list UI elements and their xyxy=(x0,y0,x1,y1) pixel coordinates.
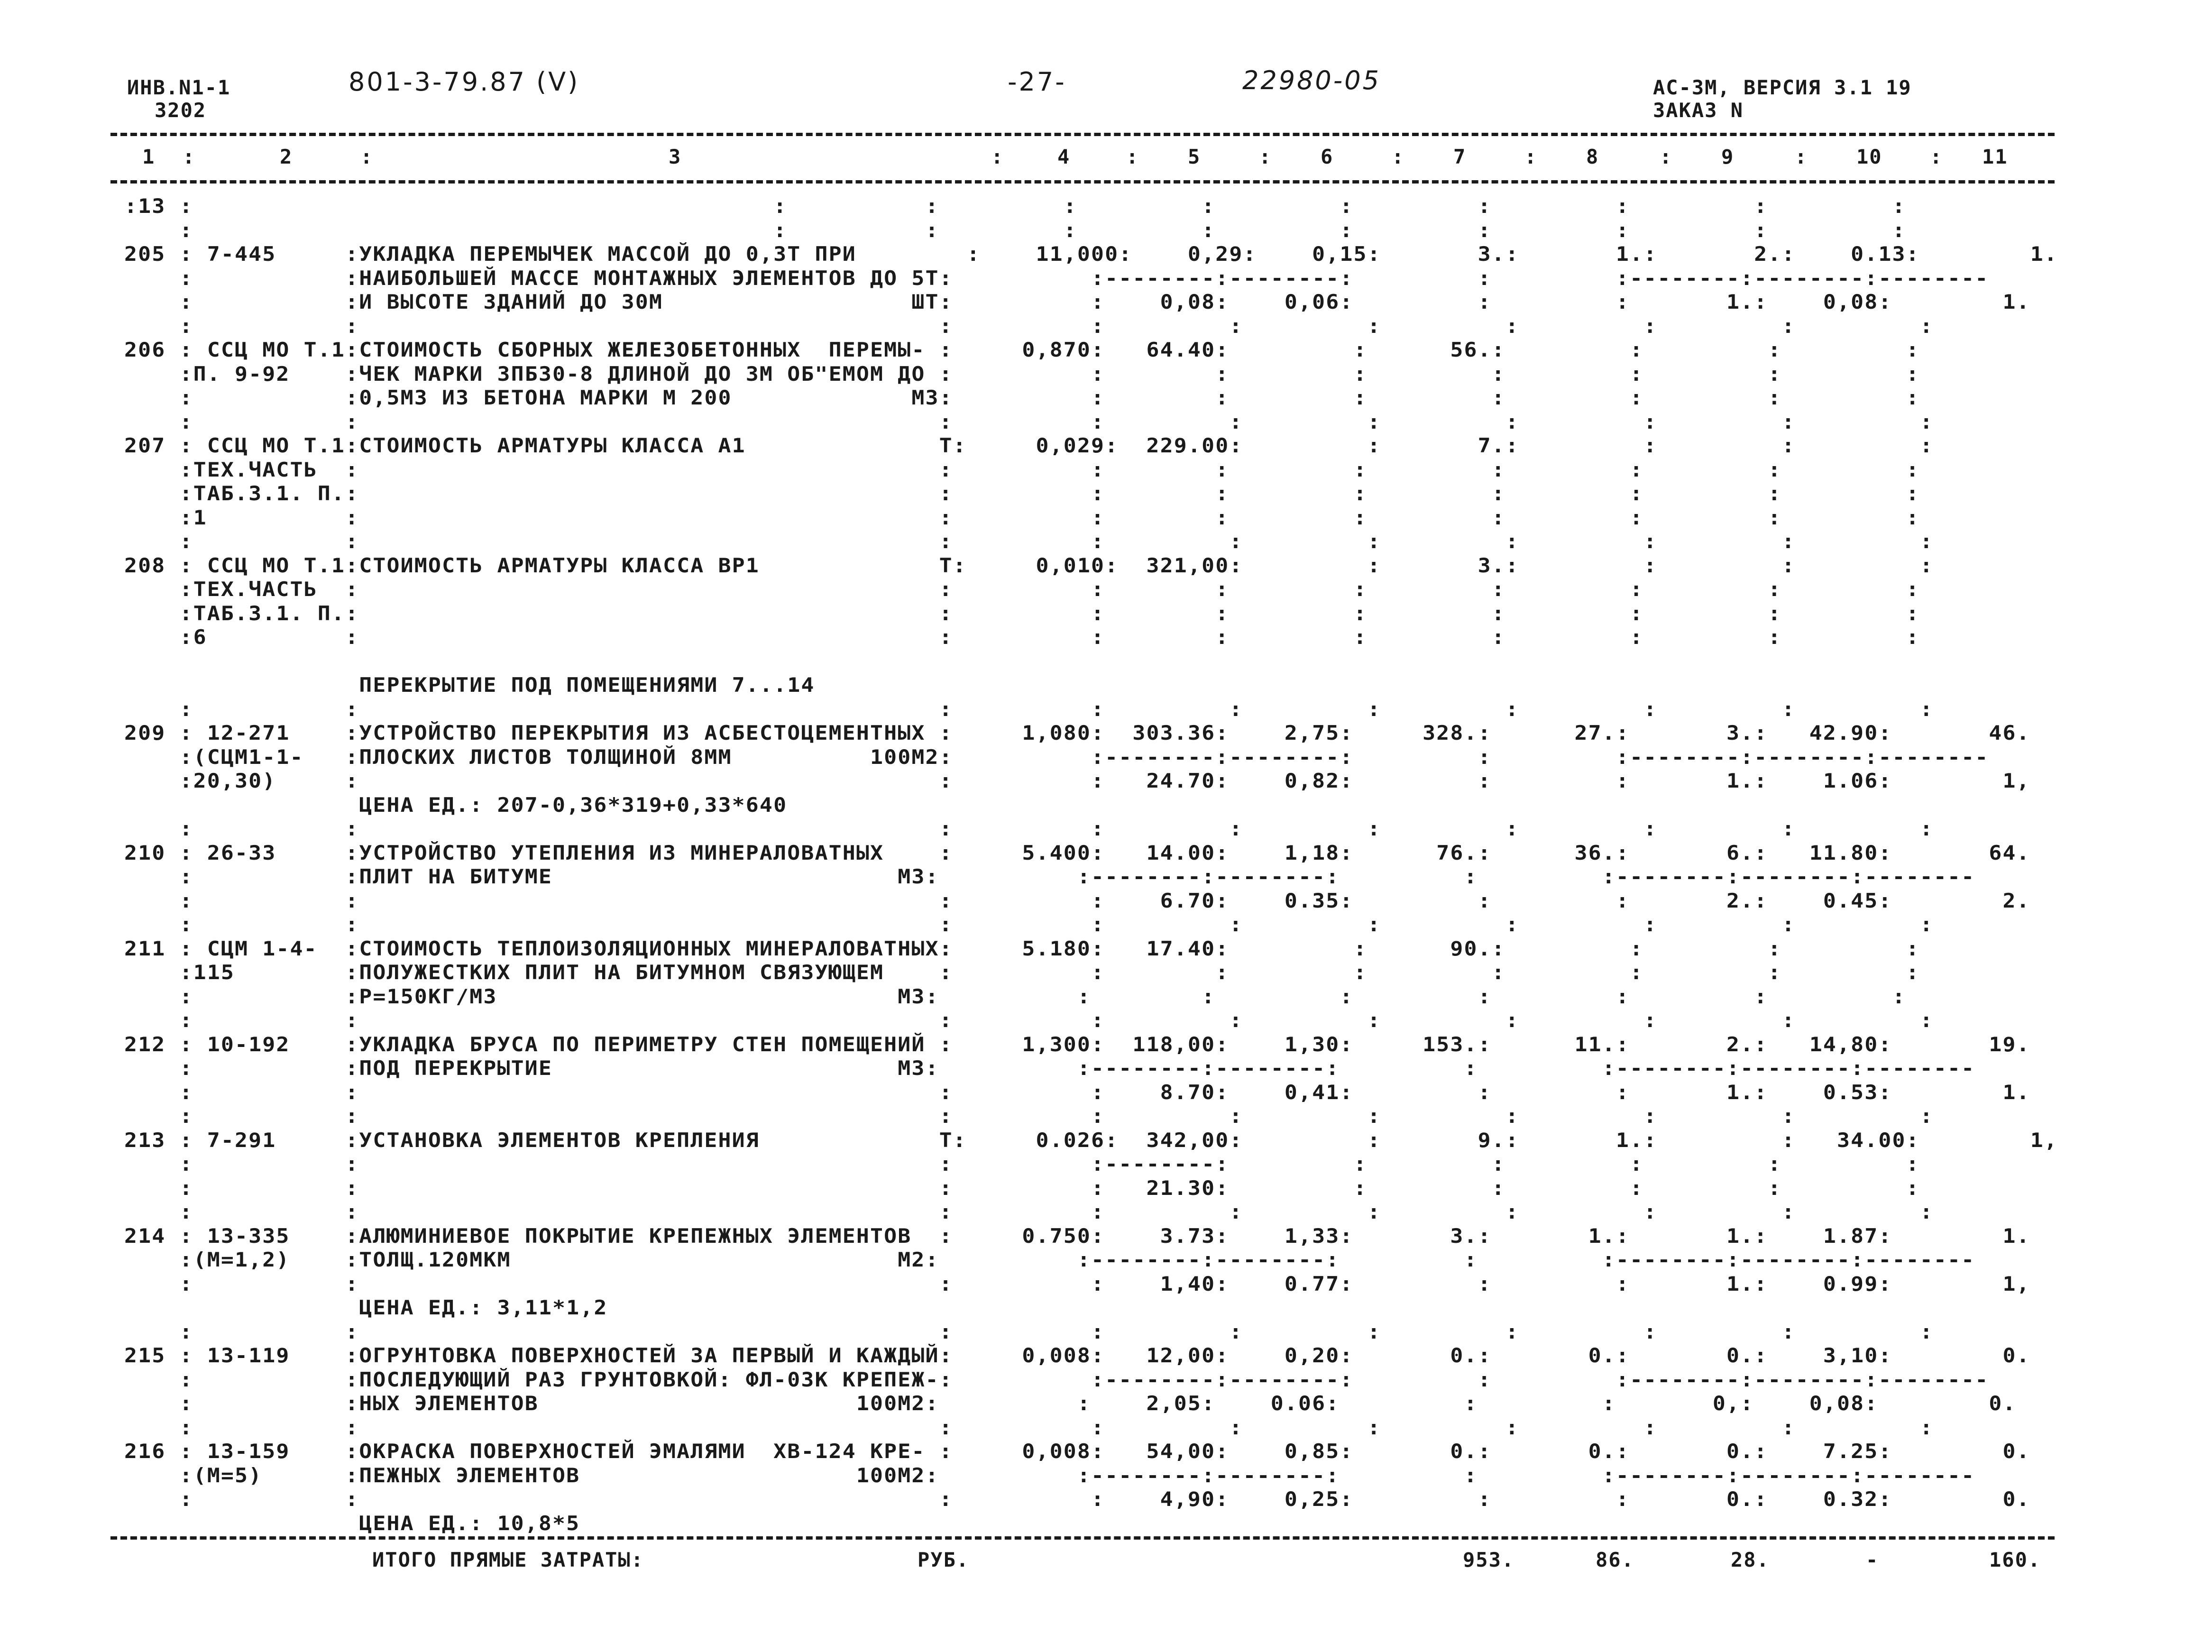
table-line: : :НЫХ ЭЛЕМЕНТОВ 100М2: : 2,05: 0.06: : : 0,: 0,08: 0. xyxy=(124,1392,2017,1415)
table-line: : : : : : : : : : : xyxy=(124,697,1934,721)
column-separator: : xyxy=(1126,145,1139,168)
table-line: : :ПОД ПЕРЕКРЫТИЕ М3: :--------:--------: : :--------:--------:-------- xyxy=(124,1056,1975,1080)
table-line: :13 : : : : : : : : : : xyxy=(124,194,1906,218)
page-number: -27- xyxy=(1008,67,1066,97)
table-line: : : : : : : : : : : xyxy=(124,314,1934,338)
column-number-4: 4 xyxy=(1057,145,1071,168)
table-line: :П. 9-92 :ЧЕК МАРКИ 3ПБ30-8 ДЛИНОЙ ДО 3М ОБ"ЕМОМ ДО : : : : : : : : xyxy=(124,362,1920,385)
total-label: ИТОГО ПРЯМЫЕ ЗАТРАТЫ: xyxy=(372,1548,644,1571)
table-line: : : : : : : : : : : xyxy=(124,913,1934,936)
table-line: 205 : 7-445 :УКЛАДКА ПЕРЕМЫЧЕК МАССОЙ ДО 0,3Т ПРИ : 11,000: 0,29: 0,15: 3.: 1.: 2.: 0.13: 1. xyxy=(124,242,2058,266)
table-line: : : : : : : : : : : xyxy=(124,1415,1934,1439)
program-version: АС-3М, ВЕРСИЯ 3.1 19 xyxy=(1653,76,1912,99)
column-separator: : xyxy=(991,145,1004,168)
table-line: 216 : 13-159 :ОКРАСКА ПОВЕРХНОСТЕЙ ЭМАЛЯМИ ХВ-124 КРЕ- : 0,008: 54,00: 0,85: 0.: 0.: 0.: 7.25: 0. xyxy=(124,1440,2030,1463)
table-line: 212 : 10-192 :УКЛАДКА БРУСА ПО ПЕРИМЕТРУ СТЕН ПОМЕЩЕНИЙ : 1,300: 118,00: 1,30: 153.: 11.: 2.: 14,80: 19. xyxy=(124,1032,2030,1056)
table-line: :(М=5) :ПЕЖНЫХ ЭЛЕМЕНТОВ 100М2: :--------:--------: : :--------:--------:-------- xyxy=(124,1463,1975,1487)
total-unit: РУБ. xyxy=(918,1548,970,1571)
table-line: : : : : 8.70: 0,41: : : 1.: 0.53: 1. xyxy=(124,1080,2030,1104)
table-line: ПЕРЕКРЫТИЕ ПОД ПОМЕЩЕНИЯМИ 7...14 xyxy=(124,673,815,697)
table-line: : : : : 1,40: 0.77: : : 1.: 0.99: 1, xyxy=(124,1272,2030,1295)
table-line: : :ПОСЛЕДУЮЩИЙ РАЗ ГРУНТОВКОЙ: ФЛ-03К КРЕПЕЖ-: :--------:--------: : :--------:--------:-------- xyxy=(124,1367,1989,1391)
column-number-5: 5 xyxy=(1188,145,1201,168)
column-separator: : xyxy=(1795,145,1808,168)
table-line: 214 : 13-335 :АЛЮМИНИЕВОЕ ПОКРЫТИЕ КРЕПЕЖНЫХ ЭЛЕМЕНТОВ : 0.750: 3.73: 1,33: 3.: 1.: 1.: 1.87: 1. xyxy=(124,1224,2030,1248)
table-line: 207 : ССЦ МО Т.1:СТОИМОСТЬ АРМАТУРЫ КЛАССА А1 Т: 0,029: 229.00: : 7.: : : : xyxy=(124,434,1934,457)
table-line: 209 : 12-271 :УСТРОЙСТВО ПЕРЕКРЫТИЯ ИЗ АСБЕСТОЦЕМЕНТНЫХ : 1,080: 303.36: 2,75: 328.: 27.: 3.: 42.90: 46. xyxy=(124,721,2030,744)
column-number-7: 7 xyxy=(1453,145,1467,168)
table-line: : : : : : : : : : : xyxy=(124,218,1906,242)
column-number-2: 2 xyxy=(280,145,293,168)
table-line: : : : : 4,90: 0,25: : : 0.: 0.32: 0. xyxy=(124,1487,2030,1511)
table-line: :6 : : : : : : : : : xyxy=(124,625,1920,649)
table-line: 208 : ССЦ МО Т.1:СТОИМОСТЬ АРМАТУРЫ КЛАССА ВР1 Т: 0,010: 321,00: : 3.: : : : xyxy=(124,553,1934,577)
table-line: 213 : 7-291 :УСТАНОВКА ЭЛЕМЕНТОВ КРЕПЛЕНИЯ Т: 0.026: 342,00: : 9.: 1.: : 34.00: 1, xyxy=(124,1128,2058,1152)
total-col7: 953. xyxy=(1463,1548,1515,1571)
table-line: 210 : 26-33 :УСТРОЙСТВО УТЕПЛЕНИЯ ИЗ МИНЕРАЛОВАТНЫХ : 5.400: 14.00: 1,18: 76.: 36.: 6.: 11.80: 64. xyxy=(124,841,2030,864)
table-line: :ТАБ.3.1. П.: : : : : : : : : xyxy=(124,601,1920,625)
table-line: 211 : СЦМ 1-4- :СТОИМОСТЬ ТЕПЛОИЗОЛЯЦИОННЫХ МИНЕРАЛОВАТНЫХ: 5.180: 17.40: : 90.: : : : xyxy=(124,936,1920,960)
table-line: ЦЕНА ЕД.: 207-0,36*319+0,33*640 xyxy=(124,793,788,817)
total-col8: 86. xyxy=(1596,1548,1634,1571)
table-line: ЦЕНА ЕД.: 10,8*5 xyxy=(124,1511,580,1535)
column-separator: : xyxy=(1930,145,1943,168)
table-line: ЦЕНА ЕД.: 3,11*1,2 xyxy=(124,1296,608,1319)
table-line: : : : : 6.70: 0.35: : : 2.: 0.45: 2. xyxy=(124,889,2030,912)
column-number-8: 8 xyxy=(1586,145,1599,168)
table-line: : :Р=150КГ/М3 М3: : : : : : : : xyxy=(124,984,1906,1008)
table-line: :115 :ПОЛУЖЕСТКИХ ПЛИТ НА БИТУМНОМ СВЯЗУЮЩЕМ : : : : : : : : xyxy=(124,961,1920,984)
inventory-label: ИНВ.N1-1 xyxy=(127,76,231,99)
column-separator: : xyxy=(1524,145,1538,168)
total-col11: 160. xyxy=(1989,1548,2041,1571)
inventory-number: 3202 xyxy=(155,99,207,122)
table-line: : : : : : : : : : : xyxy=(124,1104,1934,1128)
document-code: 801-3-79.87 (V) xyxy=(349,67,580,97)
table-line: :1 : : : : : : : : : xyxy=(124,505,1920,529)
column-separator: : xyxy=(1660,145,1673,168)
column-number-3: 3 xyxy=(669,145,682,168)
total-col9: 28. xyxy=(1731,1548,1770,1571)
table-line: : : : : : : : : : : xyxy=(124,1009,1934,1032)
column-separator: : xyxy=(360,145,374,168)
table-line: :(М=1,2) :ТОЛЩ.120МКМ М2: :--------:--------: : :--------:--------:-------- xyxy=(124,1248,1975,1271)
table-line: : :0,5М3 ИЗ БЕТОНА МАРКИ М 200 М3: : : : : : : : xyxy=(124,386,1920,409)
table-line: : : : : : : : : : : xyxy=(124,1200,1934,1223)
archive-number: 22980-05 xyxy=(1242,65,1381,95)
header-rule-top xyxy=(110,133,2055,136)
table-line: 206 : ССЦ МО Т.1:СТОИМОСТЬ СБОРНЫХ ЖЕЛЕЗОБЕТОННЫХ ПЕРЕМЫ- : 0,870: 64.40: : 56.: : : : xyxy=(124,338,1920,361)
table-line: : :ПЛИТ НА БИТУМЕ М3: :--------:--------: : :--------:--------:-------- xyxy=(124,865,1975,888)
column-separator: : xyxy=(1392,145,1405,168)
column-number-10: 10 xyxy=(1856,145,1882,168)
header-rule-bottom xyxy=(110,180,2055,184)
table-line: : :НАИБОЛЬШЕЙ МАССЕ МОНТАЖНЫХ ЭЛЕМЕНТОВ ДО 5Т: :--------:--------: : :--------:--------:-------- xyxy=(124,266,1989,290)
total-rule xyxy=(110,1536,2055,1540)
column-separator: : xyxy=(1259,145,1272,168)
table-line: 215 : 13-119 :ОГРУНТОВКА ПОВЕРХНОСТЕЙ ЗА ПЕРВЫЙ И КАЖДЫЙ: 0,008: 12,00: 0,20: 0.: 0.: 0.: 3,10: 0. xyxy=(124,1344,2030,1367)
table-line: : : : : : : : : : : xyxy=(124,1320,1934,1343)
order-label: ЗАКАЗ N xyxy=(1653,99,1744,122)
table-line: :ТЕХ.ЧАСТЬ : : : : : : : : : xyxy=(124,578,1920,601)
total-col10: - xyxy=(1866,1548,1879,1571)
table-line: : : : : : : : : : : xyxy=(124,530,1934,553)
table-line: :20,30) : : : 24.70: 0,82: : : 1.: 1.06: 1, xyxy=(124,769,2030,792)
column-number-6: 6 xyxy=(1321,145,1334,168)
column-number-1: 1 xyxy=(142,145,156,168)
table-line: : :И ВЫСОТЕ ЗДАНИЙ ДО 30М ШТ: : 0,08: 0,06: : : 1.: 0,08: 1. xyxy=(124,290,2030,313)
column-separator: : xyxy=(183,145,196,168)
table-line: :ТАБ.3.1. П.: : : : : : : : : xyxy=(124,482,1920,505)
column-number-9: 9 xyxy=(1721,145,1735,168)
table-line: : : : : 21.30: : : : : : xyxy=(124,1176,1920,1200)
table-line: :ТЕХ.ЧАСТЬ : : : : : : : : : xyxy=(124,458,1920,481)
table-line: :(СЦМ1-1- :ПЛОСКИХ ЛИСТОВ ТОЛЩИНОЙ 8ММ 100М2: :--------:--------: : :--------:--------:-------- xyxy=(124,745,1989,769)
table-line: : : : : : : : : : : xyxy=(124,410,1934,433)
column-number-11: 11 xyxy=(1982,145,2008,168)
table-line: : : : : : : : : : : xyxy=(124,817,1934,840)
table-line: : : : :--------: : : : : : xyxy=(124,1152,1920,1175)
